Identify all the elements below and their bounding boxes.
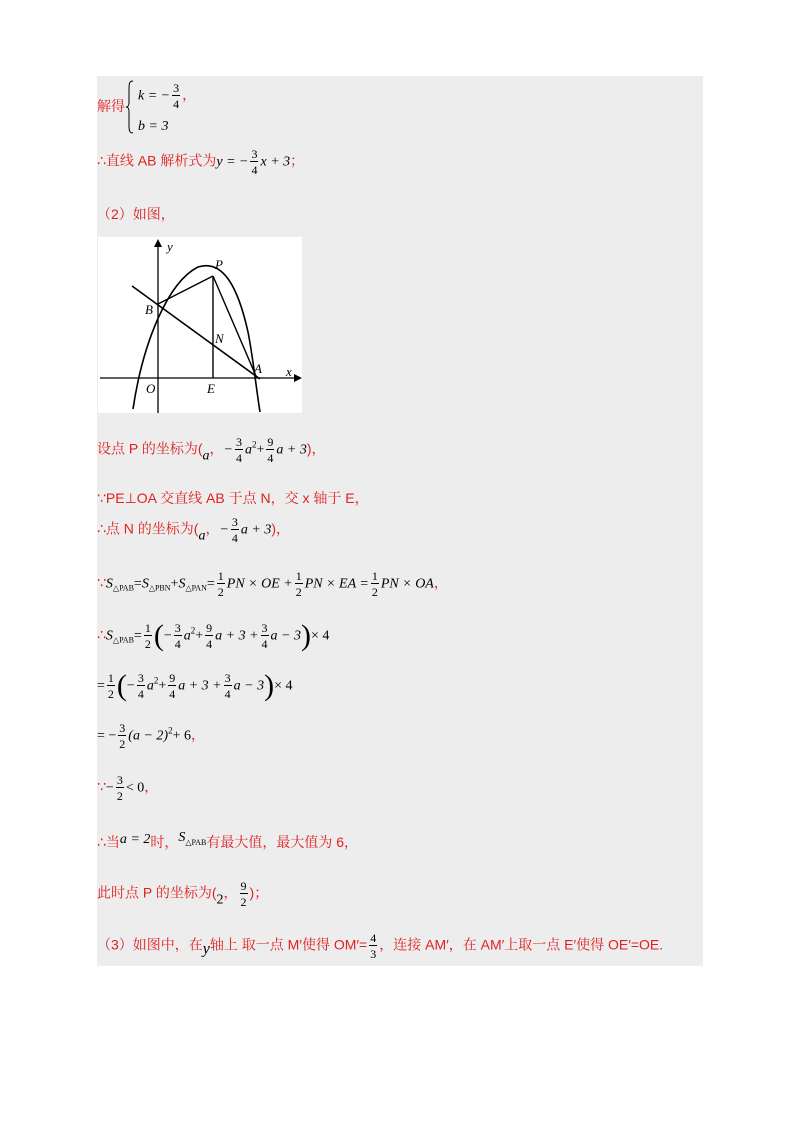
system-brace [126, 80, 134, 134]
label-e: E [207, 381, 215, 396]
line-maximum: ∴当a = 2时，$S^{\triangle PAB}$有最大值，最大值为 6， [97, 830, 359, 850]
line-ab-expression: ∴直线 AB 解析式为y = − $\frac{3}{4}$ x + 3； [97, 147, 305, 177]
parabola-graph [98, 237, 302, 413]
label-y: y [167, 239, 173, 254]
line-ab [132, 286, 260, 379]
line-vertex-form: = − $\frac{3}{2}$ $(a - 2)^2+ 6$， [97, 721, 205, 751]
label-n: N [215, 331, 224, 346]
line-part2: （2）如图， [97, 206, 175, 222]
label-p: P [215, 257, 223, 272]
eq-b: b = 3 [138, 119, 169, 134]
line-p-coordinates: 设点 P 的坐标为(a，− $\frac{3}{4}$ $a^2+$ $\frac{9}{4}$ a + 3)， [97, 435, 326, 465]
label-x: x [286, 364, 292, 379]
y-axis-arrow [154, 239, 162, 247]
line-area-sum: $\because S_{\triangle PAB}=S_{\triangle PBN}+S_{\triangle PAN}=$ $\frac{1}{2}$ PN × OE + $\frac{1}{2}$ PN × EA = $\frac{1}{2}$ PN × OA， [97, 569, 448, 599]
line-area-step: = $\frac{1}{2}$ (− $\frac{3}{4}$ $a^2+$ $\frac{9}{4}$ a + 3 + $\frac{3}{4}$ a − 3)× 4 [97, 669, 293, 702]
line-area-expand: $\therefore S_{\triangle PAB}=$ $\frac{1}{2}$ (− $\frac{3}{4}$ $a^2+$ $\frac{9}{4}$ a + 3 + $\frac{3}{4}$ a − 3)× 4 [97, 619, 330, 652]
line-p-result: 此时点 P 的坐标为(2， $\frac{9}{2}$ )； [97, 879, 269, 909]
x-axis-arrow [294, 374, 302, 382]
label-a: A [254, 361, 262, 376]
line-solution [97, 96, 125, 116]
segment-bp [158, 276, 213, 304]
solution-label: 解得 [97, 98, 125, 114]
graph-figure [98, 237, 302, 413]
line-coefficient-negative: ∵− $\frac{3}{2}$ < 0， [97, 773, 159, 803]
line-pe-perpendicular: ∵PE⊥OA 交直线 AB 于点 N，交 x 轴于 E， [97, 490, 369, 506]
line-part3: （3）如图中，在y轴上 取一点 M′使得 OM′= $\frac{4}{3}$ ，连接 AM′，在 AM′上取一点 E′使得 OE′=OE. [97, 931, 664, 961]
eq-k: k = − $\frac{3}{4}$ ， [138, 81, 197, 111]
label-o: O [146, 381, 156, 396]
line-n-coordinates: ∴点 N 的坐标为(a，− $\frac{3}{4}$ a + 3)， [97, 515, 291, 545]
label-b: B [145, 302, 153, 317]
